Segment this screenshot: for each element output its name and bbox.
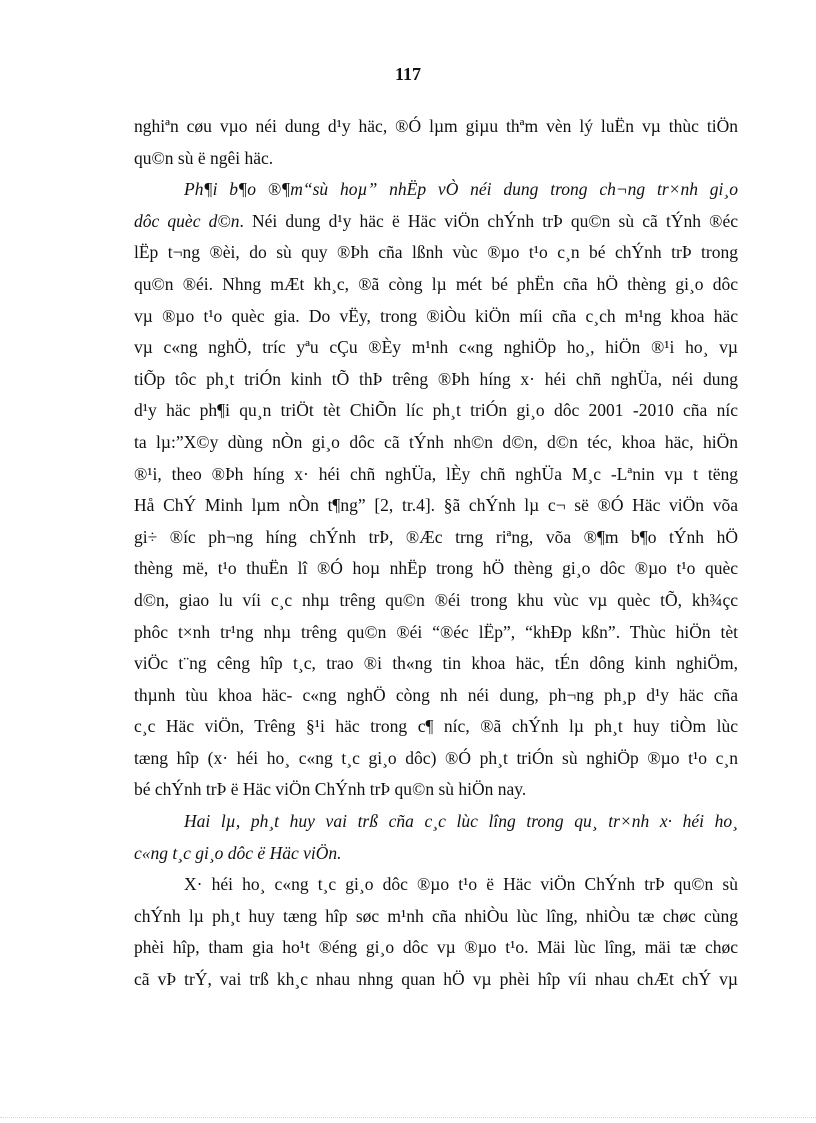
text-line: thµnh tùu khoa häc- c«ng nghÖ còng nh néi dung, ph¬ng ph¸p d¹y häc cña xyxy=(134,684,738,705)
text-line: vµ c«ng nghÖ, tríc yªu cÇu ®Èy m¹nh c«ng nghiÖp ho¸, hiÖn ®¹i ho¸ vµ xyxy=(134,337,738,358)
text-line: cã vÞ trÝ, vai trß kh¸c nhau nhng quan hÖ vµ phèi hîp víi nhau chÆt chÝ vµ xyxy=(134,969,738,990)
text-line: phèi hîp, tham gia ho¹t ®éng gi¸o dôc vµ ®µo t¹o. Mäi lùc lîng, mäi tæ chøc xyxy=(134,937,738,958)
text-line: c«ng t¸c gi¸o dôc ë Häc viÖn. xyxy=(134,842,342,863)
text-line: d©n, giao lu víi c¸c nhµ trêng qu©n ®éi trong khu vùc vµ quèc tÕ, kh¾çc xyxy=(134,589,738,610)
text-line: Ph¶i b¶o ®¶m“sù hoµ” nhËp vÒ néi dung trong ch¬ng tr×nh gi¸o xyxy=(184,179,738,200)
text-line: qu©n ®éi. Nhng mÆt kh¸c, ®ã còng lµ mét bé phËn cña hÖ thèng gi¸o dôc xyxy=(134,273,738,294)
text-line: Hai lµ, ph¸t huy vai trß cña c¸c lùc lîng trong qu¸ tr×nh x· héi ho¸ xyxy=(184,811,738,832)
page-number: 117 xyxy=(394,64,421,84)
text-line: d¹y häc ph¶i qu¸n triÖt tèt ChiÕn líc ph¸t triÓn gi¸o dôc 2001 -2010 cña níc xyxy=(134,400,738,421)
text-line: phôc t×nh tr¹ng nhµ trêng qu©n ®éi “®éc lËp”, “khÐp kßn”. Thùc hiÖn tèt xyxy=(134,621,738,642)
body-text xyxy=(134,111,738,996)
text-line: qu©n sù ë ngêi häc. xyxy=(134,147,274,168)
text-line: gi÷ ®íc ph¬ng híng chÝnh trÞ, ®Æc trng riªng, võa ®¶m b¶o tÝnh hÖ xyxy=(134,526,738,547)
text-line: vµ ®µo t¹o quèc gia. Do vËy, trong ®iÒu kiÖn míi cña c¸ch m¹ng khoa häc xyxy=(134,305,738,326)
text-line: nghiªn cøu vµo néi dung d¹y häc, ®Ó lµm giµu thªm vèn lý luËn vµ thùc tiÖn xyxy=(134,116,738,136)
text-line: chÝnh lµ ph¸t huy tæng hîp søc m¹nh cña nhiÒu lùc lîng, nhiÒu tæ chøc cùng xyxy=(134,905,738,926)
text-line: ®¹i, theo ®Þh híng x· héi chñ nghÜa, lÈy chñ nghÜa M¸c -Lªnin vµ t tëng xyxy=(134,463,738,484)
text-line: thèng më, t¹o thuËn lî ®Ó hoµ nhËp trong hÖ thèng gi¸o dôc ®µo t¹o quèc xyxy=(134,558,738,579)
text-line: dôc quèc d©n. Néi dung d¹y häc ë Häc viÖn chÝnh trÞ qu©n sù cã tÝnh ®éc xyxy=(134,210,738,231)
text-line: bé chÝnh trÞ ë Häc viÖn ChÝnh trÞ qu©n sù hiÖn nay. xyxy=(134,779,527,800)
text-line: viÖc t¨ng cêng hîp t¸c, trao ®i th«ng tin khoa häc, tÉn dông kinh nghiÖm, xyxy=(134,653,738,674)
page-bottom-divider xyxy=(0,1117,816,1118)
text-line: lËp t¬ng ®èi, do sù quy ®Þh cña lßnh vùc ®µo t¹o c¸n bé chÝnh trÞ trong xyxy=(134,242,738,263)
text-line: ta lµ:”X©y dùng nÒn gi¸o dôc cã tÝnh nh©n d©n, d©n téc, khoa häc, hiÖn xyxy=(134,431,738,452)
text-line: tæng hîp (x· héi ho¸ c«ng t¸c gi¸o dôc) ®Ó ph¸t triÓn sù nghiÖp ®µo t¹o c¸n xyxy=(134,747,738,768)
text-line: tiÕp tôc ph¸t triÓn kinh tÕ thÞ trêng ®Þh híng x· héi chñ nghÜa, néi dung xyxy=(134,368,738,389)
text-line: Hå ChÝ Minh lµm nÒn t¶ng” [2, tr.4]. §ã chÝnh lµ c¬ së ®Ó Häc viÖn võa xyxy=(134,495,738,516)
text-line: c¸c Häc viÖn, Trêng §¹i häc trong c¶ níc, ®ã chÝnh lµ ph¸t huy tiÒm lùc xyxy=(134,716,738,737)
text-line: X· héi ho¸ c«ng t¸c gi¸o dôc ®µo t¹o ë Häc viÖn ChÝnh trÞ qu©n sù xyxy=(184,874,738,895)
